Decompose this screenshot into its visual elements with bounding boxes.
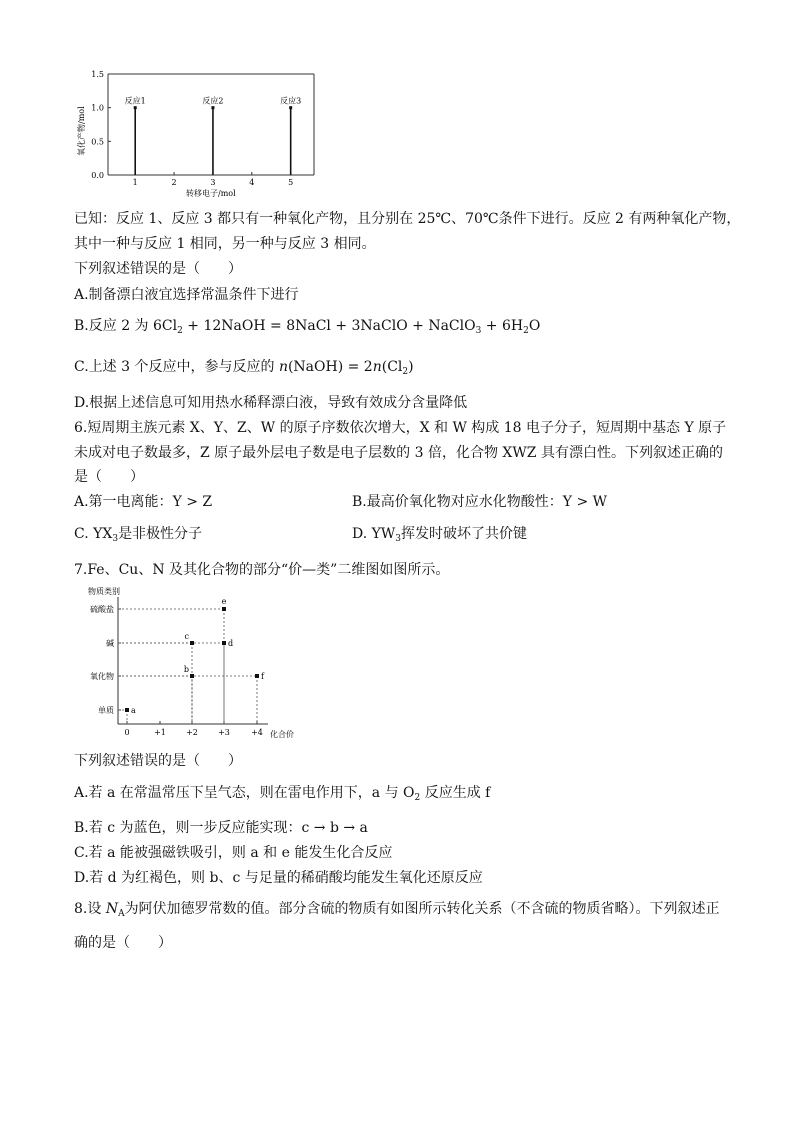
y-axis-title: 物质类别	[88, 587, 120, 596]
q6-option-c	[74, 524, 202, 549]
q5-option-c-prefix: C.上述 3 个反应中，参与反应的	[74, 359, 275, 375]
q5-option-c	[74, 357, 414, 382]
q6-stem-line1-b: X 和 W 构成 18 电子分子，短周期中基态 Y 原子	[419, 420, 727, 436]
q5-known-line2: 其中一种与反应 1 相同，另一种与反应 3 相同。	[74, 236, 376, 252]
q7-option-c: C.若 a 能被强磁铁吸引，则 a 和 e 能发生化合反应	[74, 845, 393, 861]
q6-option-d-formula: D. $YW_3$	[352, 526, 401, 544]
bar-cap-1	[134, 106, 137, 109]
x-category-label: 0	[124, 728, 130, 737]
y-category-label: 氧化物	[90, 672, 114, 681]
point-b	[190, 674, 194, 678]
q6-option-a	[74, 492, 212, 512]
bar-cap-3	[289, 106, 292, 109]
q7-option-a-prefix: A.若 a 在常温常压下呈气态，则在雷电作用下，a 与	[74, 785, 399, 801]
point-label-c: c	[184, 632, 189, 641]
q5-option-d: D.根据上述信息可知用热水稀释漂白液，导致有效成分含量降低	[74, 395, 468, 411]
q6-stem-line1-a: 6.短周期主族元素 X、Y、Z、W 的原子序数依次增大，	[74, 420, 420, 436]
point-label-d: d	[228, 639, 234, 648]
point-f	[255, 674, 259, 678]
point-c	[190, 641, 194, 645]
y-tick-label: 1.5	[91, 70, 104, 79]
q6-stem-line3: 是（ ）	[74, 469, 144, 485]
q6-stem-line1	[74, 418, 726, 438]
q8-stem-suffix: 为阿伏加德罗常数的值。部分含硫的物质有如图所示转化关系（不含硫的物质省略）。下列叙述正	[124, 901, 720, 917]
q8-stem-prefix: 8.设	[74, 901, 102, 917]
chart-axes	[108, 74, 314, 175]
point-label-f: f	[261, 672, 264, 681]
q6-option-a-formula: Y > Z	[172, 494, 213, 510]
bar-label-3: 反应3	[280, 96, 302, 106]
point-d	[222, 641, 226, 645]
q7-prompt: 下列叙述错误的是（ ）	[74, 753, 242, 769]
q6-option-c-suffix: 是非极性分子	[118, 526, 203, 542]
x-category-label: +1	[154, 728, 166, 737]
q5-option-b	[74, 316, 540, 341]
q5-prompt: 下列叙述错误的是（ ）	[74, 261, 242, 277]
point-label-b: b	[183, 665, 189, 674]
point-label-e: e	[221, 597, 227, 606]
x-tick-label: 3	[210, 178, 216, 187]
q5-option-b-prefix: B.反应 2 为	[74, 318, 149, 334]
q5-equation: $6Cl_2$ + 12NaOH = 8NaCl + 3NaClO + NaClO$_3$ + $6H_2O$	[153, 318, 541, 336]
y-category-label: 单质	[98, 706, 114, 715]
point-label-a: a	[131, 706, 136, 715]
q6-option-b-formula: Y > W	[562, 494, 608, 510]
q6-option-d-suffix: 挥发时破坏了共价键	[401, 526, 527, 542]
q8-stem-line1	[74, 899, 720, 924]
q6-option-b-prefix: B.最高价氧化物对应水化物酸性：	[352, 494, 563, 510]
bar-label-1: 反应1	[124, 96, 146, 106]
point-e	[222, 607, 226, 611]
x-category-label: +2	[186, 728, 198, 737]
q7-option-a-suffix: 反应生成 f	[424, 785, 491, 801]
y-tick-label: 1.0	[91, 103, 104, 113]
y-tick-label: 0.5	[91, 137, 104, 147]
y-tick-label: 0.0	[91, 171, 104, 180]
q5-known-line1: 已知：反应 1、反应 3 都只有一种氧化产物，且分别在 25℃、70℃条件下进行。反应 2 有两种氧化产物，	[74, 211, 741, 227]
q6-option-c-formula: C. $YX_3$	[74, 526, 119, 544]
avogadro-symbol: $N_A$	[105, 901, 125, 919]
q7-option-a	[74, 783, 490, 808]
x-axis-label: 转移电子/mol	[186, 189, 236, 198]
q7-option-d: D.若 d 为红褐色，则 b、c 与足量的稀硝酸均能发生氧化还原反应	[74, 870, 483, 886]
q5-option-a: A.制备漂白液宜选择常温条件下进行	[74, 287, 299, 303]
q6-option-d	[352, 524, 527, 549]
chart2-axes	[118, 597, 268, 724]
x-tick-label: 2	[171, 178, 177, 187]
x-tick-label: 4	[249, 178, 255, 187]
x-tick-label: 5	[288, 178, 294, 187]
valence-class-chart	[74, 583, 314, 743]
q6-stem-line2: 未成对电子数最多，Z 原子最外层电子数是电子层数的 3 倍，化合物 XWZ 具有漂白性。下列叙述正确的	[74, 445, 723, 461]
q6-option-a-prefix: A.第一电离能：	[74, 494, 173, 510]
y-category-label: 硫酸盐	[90, 605, 114, 614]
x-tick-label: 1	[132, 178, 138, 187]
redox-chart	[74, 66, 334, 200]
y-category-label: 碱	[106, 639, 114, 648]
q7-o2-formula: $O_2$	[398, 785, 421, 803]
bar-cap-2	[211, 106, 214, 109]
bar-label-2: 反应2	[202, 96, 224, 106]
q5-option-c-formula: n(NaOH) = $2n(Cl_2)$	[278, 359, 414, 377]
y-axis-label: 氧化产物/mol	[77, 106, 86, 156]
q8-stem-line2: 确的是（ ）	[74, 935, 172, 951]
q6-option-b	[352, 492, 607, 512]
point-a	[125, 708, 129, 712]
x-axis-title: 化合价	[270, 730, 294, 739]
x-category-label: +4	[251, 728, 263, 737]
q7-stem: 7.Fe、Cu、N 及其化合物的部分“价—类”二维图如图所示。	[74, 562, 450, 578]
x-category-label: +3	[218, 728, 230, 737]
q7-option-b: B.若 c 为蓝色，则一步反应能实现：c → b → a	[74, 820, 368, 836]
